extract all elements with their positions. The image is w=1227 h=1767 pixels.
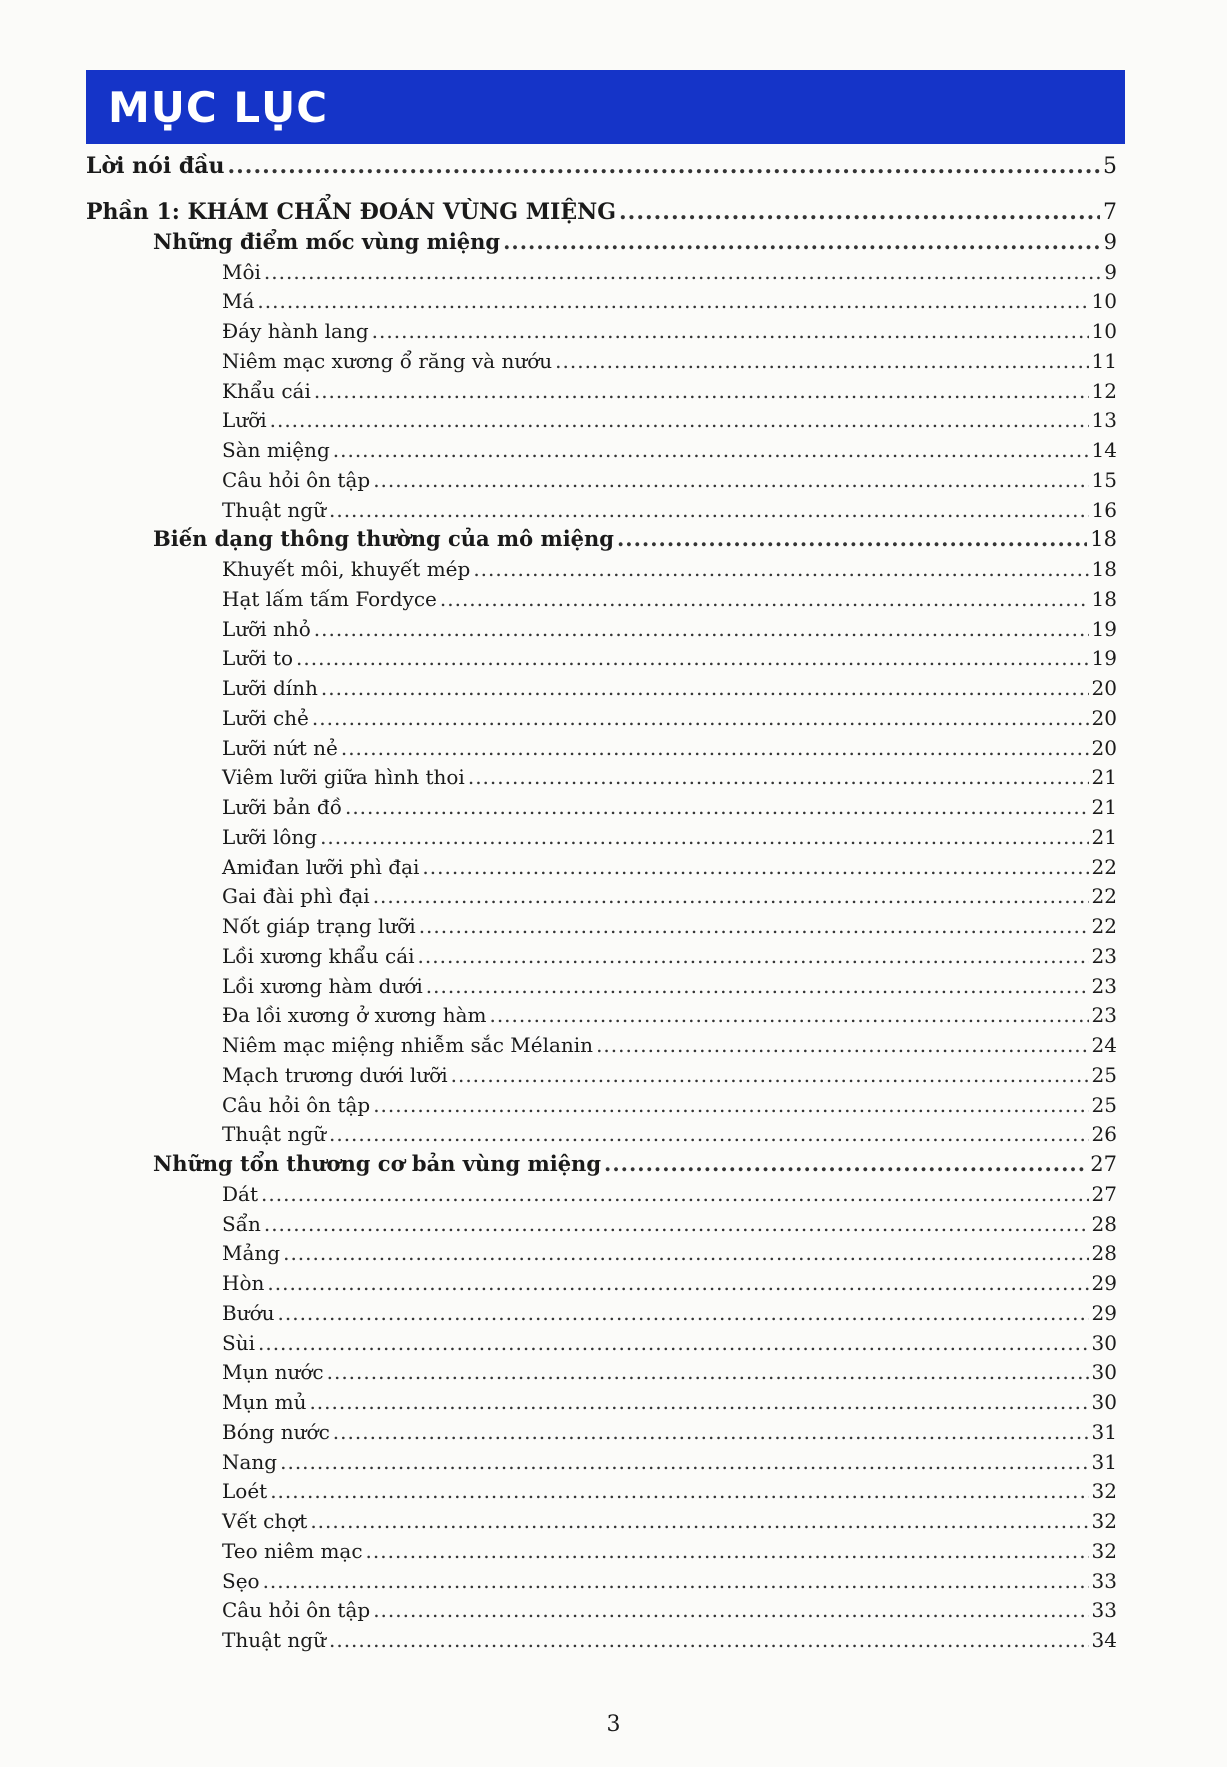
toc-entry-page: 33 <box>1091 1598 1117 1623</box>
toc-entry-label: Hòn <box>222 1271 265 1295</box>
toc-entry-label: Viêm lưỡi giữa hình thoi <box>222 765 465 790</box>
toc-entry-label: Gai đài phì đại <box>222 884 370 909</box>
dot-leader <box>418 941 1089 971</box>
dot-leader <box>473 554 1088 584</box>
toc-entry-label: Nốt giáp trạng lưỡi <box>222 914 416 938</box>
toc-entry-page: 29 <box>1091 1300 1117 1325</box>
dot-leader <box>426 971 1089 1001</box>
toc-entry-page: 29 <box>1091 1271 1117 1295</box>
toc-subentry[interactable] <box>222 762 1117 792</box>
toc-entry-page: 10 <box>1091 319 1117 343</box>
toc-subentry[interactable] <box>222 881 1117 911</box>
toc-entry-page: 21 <box>1091 824 1117 849</box>
toc-subentry[interactable] <box>222 733 1117 763</box>
dot-leader <box>258 1328 1089 1358</box>
dot-leader <box>468 762 1089 792</box>
toc-subentry[interactable] <box>222 1090 1117 1120</box>
toc-entry-label: Loét <box>222 1479 268 1504</box>
dot-leader <box>320 822 1088 852</box>
toc-entry-page: 24 <box>1091 1033 1117 1057</box>
toc-subentry[interactable] <box>222 643 1117 673</box>
toc-subentry[interactable] <box>222 1030 1117 1060</box>
toc-entry-page: 19 <box>1091 646 1117 671</box>
toc-entry-label: Dát <box>222 1181 258 1206</box>
dot-leader <box>296 643 1089 673</box>
toc-entry-label: Lưỡi <box>222 408 267 433</box>
toc-entry-label: Lồi xương hàm dưới <box>222 973 423 998</box>
toc-entry-label: Phần 1: KHÁM CHẨN ĐOÁN VÙNG MIỆNG <box>86 199 617 225</box>
toc-entry-label: Sẹo <box>222 1568 260 1593</box>
toc-entry-label: Câu hỏi ôn tập <box>222 1598 371 1623</box>
page-title: MỤC LỤC <box>108 82 329 132</box>
toc-entry-label: Khẩu cái <box>222 378 311 403</box>
toc-entry-label: Mạch trương dưới lưỡi <box>222 1062 448 1087</box>
toc-chapter[interactable] <box>86 197 1117 227</box>
dot-leader <box>314 614 1089 644</box>
dot-leader <box>270 1476 1088 1506</box>
toc-subentry[interactable] <box>222 1387 1117 1417</box>
toc-subentry[interactable] <box>222 316 1117 346</box>
toc-subentry[interactable] <box>222 286 1117 316</box>
toc-entry-page: 30 <box>1091 1360 1117 1385</box>
toc-entry-page: 33 <box>1091 1568 1117 1593</box>
toc-entry-label: Teo niêm mạc <box>222 1538 363 1563</box>
toc-subentry[interactable] <box>222 257 1117 287</box>
toc-entry-label: Môi <box>222 259 261 284</box>
toc-entry-label: Thuật ngữ <box>222 1628 326 1652</box>
toc-entry-label: Lưỡi dính <box>222 676 318 700</box>
dot-leader <box>329 1119 1089 1149</box>
toc-entry-page: 23 <box>1091 973 1117 998</box>
dot-leader <box>333 1417 1089 1447</box>
toc-entry-label: Bướu <box>222 1300 275 1325</box>
toc-entry-page: 32 <box>1091 1509 1117 1533</box>
dot-leader <box>617 524 1087 554</box>
toc-subentry[interactable] <box>222 435 1117 465</box>
toc-entry-page: 14 <box>1091 438 1117 462</box>
dot-leader <box>440 584 1089 614</box>
dot-leader <box>373 465 1088 495</box>
toc-entry-label: Mảng <box>222 1241 281 1266</box>
toc-subentry[interactable] <box>222 822 1117 852</box>
toc-subentry[interactable] <box>222 1506 1117 1536</box>
toc-entry-page: 18 <box>1090 527 1117 552</box>
dot-leader <box>366 1536 1089 1566</box>
toc-entry-label: Câu hỏi ôn tập <box>222 467 371 492</box>
toc-entry-page: 7 <box>1103 200 1117 225</box>
toc-entry-page: 25 <box>1091 1062 1117 1087</box>
toc-entry-page: 34 <box>1091 1628 1117 1652</box>
toc-subentry[interactable] <box>222 584 1117 614</box>
toc-entry-page: 27 <box>1090 1152 1117 1176</box>
toc-entry-page: 20 <box>1091 705 1117 730</box>
dot-leader <box>555 346 1088 376</box>
toc-chapter[interactable] <box>86 151 1117 181</box>
toc-entry-page: 32 <box>1091 1479 1117 1504</box>
toc-subentry[interactable] <box>222 1060 1117 1090</box>
dot-leader <box>309 1387 1088 1417</box>
toc-entry-label: Bóng nước <box>222 1419 330 1444</box>
toc-subentry[interactable] <box>222 405 1117 435</box>
toc-entry-page: 5 <box>1103 154 1117 179</box>
dot-leader <box>257 286 1088 316</box>
toc-entry-label: Lưỡi chẻ <box>222 705 309 730</box>
toc-entry-label: Niêm mạc miệng nhiễm sắc Mélanin <box>222 1033 594 1057</box>
dot-leader <box>329 495 1089 525</box>
toc-entry-label: Khuyết môi, khuyết mép <box>222 557 471 581</box>
toc-entry-label: Lưỡi lông <box>222 824 318 849</box>
toc-subentry[interactable] <box>222 852 1117 882</box>
dot-leader <box>422 852 1088 882</box>
toc-subentry[interactable] <box>222 346 1117 376</box>
toc-subentry[interactable] <box>222 971 1117 1001</box>
toc-entry-page: 19 <box>1091 616 1117 641</box>
toc-entry-label: Lời nói đầu <box>86 153 225 179</box>
toc-entry-label: Niêm mạc xương ổ răng và nướu <box>222 348 553 373</box>
toc-entry-label: Sẩn <box>222 1211 261 1236</box>
dot-leader <box>345 792 1089 822</box>
toc-entry-page: 18 <box>1091 586 1117 611</box>
toc-subentry[interactable] <box>222 792 1117 822</box>
toc-subentry[interactable] <box>222 1357 1117 1387</box>
toc-entry-page: 10 <box>1091 289 1117 314</box>
dot-leader <box>261 1179 1089 1209</box>
toc-entry-page: 27 <box>1091 1181 1117 1206</box>
toc-section[interactable] <box>153 1149 1117 1179</box>
toc-subentry[interactable] <box>222 1536 1117 1566</box>
toc-entry-label: Vết chợt <box>222 1509 308 1533</box>
dot-leader <box>596 1030 1088 1060</box>
toc-subentry[interactable] <box>222 1179 1117 1209</box>
dot-leader <box>604 1149 1087 1179</box>
toc-entry-page: 18 <box>1091 557 1117 581</box>
toc-entry-page: 28 <box>1091 1241 1117 1266</box>
dot-leader <box>310 1506 1088 1536</box>
toc-subentry[interactable] <box>222 1566 1117 1596</box>
toc-section[interactable] <box>153 524 1117 554</box>
toc-subentry[interactable] <box>222 495 1117 525</box>
toc-entry-page: 26 <box>1091 1122 1117 1147</box>
toc-entry-label: Hạt lấm tấm Fordyce <box>222 586 437 611</box>
dot-leader <box>314 376 1089 406</box>
toc-subentry[interactable] <box>222 1328 1117 1358</box>
dot-leader <box>321 673 1089 703</box>
toc-subentry[interactable] <box>222 703 1117 733</box>
toc-subentry[interactable] <box>222 1268 1117 1298</box>
toc-entry-label: Thuật ngữ <box>222 497 326 522</box>
dot-leader <box>333 435 1089 465</box>
dot-leader <box>373 1090 1088 1120</box>
toc-entry-page: 31 <box>1091 1419 1117 1444</box>
toc-entry-label: Đáy hành lang <box>222 319 369 343</box>
toc-entry-page: 28 <box>1091 1211 1117 1236</box>
toc-subentry[interactable] <box>222 1119 1117 1149</box>
toc-subentry[interactable] <box>222 1298 1117 1328</box>
toc-entry-label: Lưỡi nhỏ <box>222 616 311 641</box>
dot-leader <box>489 1000 1088 1030</box>
toc-subentry[interactable] <box>222 1447 1117 1477</box>
toc-subentry[interactable] <box>222 465 1117 495</box>
toc-entry-page: 21 <box>1091 765 1117 790</box>
toc-entry-label: Những điểm mốc vùng miệng <box>153 228 501 254</box>
toc-entry-label: Lồi xương khẩu cái <box>222 943 415 968</box>
toc-entry-label: Sàn miệng <box>222 438 330 462</box>
toc-subentry[interactable] <box>222 1625 1117 1655</box>
toc-entry-label: Mụn nước <box>222 1360 324 1385</box>
dot-leader <box>372 316 1089 346</box>
toc-subentry[interactable] <box>222 1238 1117 1268</box>
toc-subentry[interactable] <box>222 1000 1117 1030</box>
toc-entry-page: 12 <box>1091 378 1117 403</box>
dot-leader <box>263 1566 1089 1596</box>
dot-leader <box>419 911 1089 941</box>
toc-entry-page: 20 <box>1091 735 1117 760</box>
toc-subentry[interactable] <box>222 1476 1117 1506</box>
dot-leader <box>264 257 1101 287</box>
toc-entry-label: Lưỡi bản đồ <box>222 795 342 819</box>
toc-entry-page: 30 <box>1091 1390 1117 1414</box>
toc-entry-label: Nang <box>222 1449 278 1474</box>
toc-entry-page: 32 <box>1091 1538 1117 1563</box>
toc-entry-page: 16 <box>1091 497 1117 522</box>
toc-entry-label: Má <box>222 289 255 314</box>
toc-entry-label: Mụn mủ <box>222 1390 307 1414</box>
toc-entry-label: Sùi <box>222 1330 255 1355</box>
toc-entry-label: Những tổn thương cơ bản vùng miệng <box>153 1151 602 1176</box>
dot-leader <box>267 1268 1088 1298</box>
dot-leader <box>283 1238 1088 1268</box>
toc-section[interactable] <box>153 227 1117 257</box>
toc-entry-page: 9 <box>1104 259 1117 284</box>
toc-entry-label: Đa lồi xương ở xương hàm <box>222 1003 487 1028</box>
toc-subentry[interactable] <box>222 554 1117 584</box>
toc-entry-label: Thuật ngữ <box>222 1122 326 1147</box>
dot-leader <box>327 1357 1089 1387</box>
toc-subentry[interactable] <box>222 614 1117 644</box>
dot-leader <box>341 733 1089 763</box>
dot-leader <box>503 227 1101 257</box>
toc-entry-page: 9 <box>1103 229 1117 254</box>
toc-entry-page: 25 <box>1091 1092 1117 1117</box>
toc-subentry[interactable] <box>222 1209 1117 1239</box>
toc-subentry[interactable] <box>222 376 1117 406</box>
dot-leader <box>329 1625 1089 1655</box>
toc-entry-page: 20 <box>1091 676 1117 700</box>
toc-entry-label: Amiđan lưỡi phì đại <box>222 854 420 879</box>
toc-subentry[interactable] <box>222 1417 1117 1447</box>
toc-entry-page: 22 <box>1091 854 1117 879</box>
page-number: 3 <box>606 1712 621 1737</box>
toc-entry-label: Lưỡi to <box>222 646 294 671</box>
toc-subentry[interactable] <box>222 1595 1117 1625</box>
dot-leader <box>451 1060 1089 1090</box>
toc-entry-page: 21 <box>1091 795 1117 819</box>
toc-entry-page: 11 <box>1091 348 1117 373</box>
toc-entry-page: 22 <box>1091 914 1117 938</box>
dot-leader <box>373 1595 1088 1625</box>
toc-entry-label: Câu hỏi ôn tập <box>222 1092 371 1117</box>
toc-subentry[interactable] <box>222 673 1117 703</box>
dot-leader <box>227 151 1100 181</box>
toc-entry-page: 23 <box>1091 943 1117 968</box>
dot-leader <box>280 1447 1088 1477</box>
toc-entry-page: 15 <box>1091 467 1117 492</box>
toc-entry-page: 30 <box>1091 1330 1117 1355</box>
dot-leader <box>312 703 1089 733</box>
toc-subentry[interactable] <box>222 941 1117 971</box>
toc-entry-page: 23 <box>1091 1003 1117 1028</box>
dot-leader <box>264 1209 1089 1239</box>
toc-entry-label: Lưỡi nứt nẻ <box>222 735 338 760</box>
dot-leader <box>278 1298 1089 1328</box>
dot-leader <box>373 881 1089 911</box>
toc-entry-label: Biến dạng thông thường của mô miệng <box>153 526 614 552</box>
toc-subentry[interactable] <box>222 911 1117 941</box>
dot-leader <box>619 197 1100 227</box>
toc-entry-page: 13 <box>1091 408 1117 433</box>
toc-entry-page: 22 <box>1091 884 1117 909</box>
dot-leader <box>270 405 1089 435</box>
toc-entry-page: 31 <box>1091 1449 1117 1474</box>
